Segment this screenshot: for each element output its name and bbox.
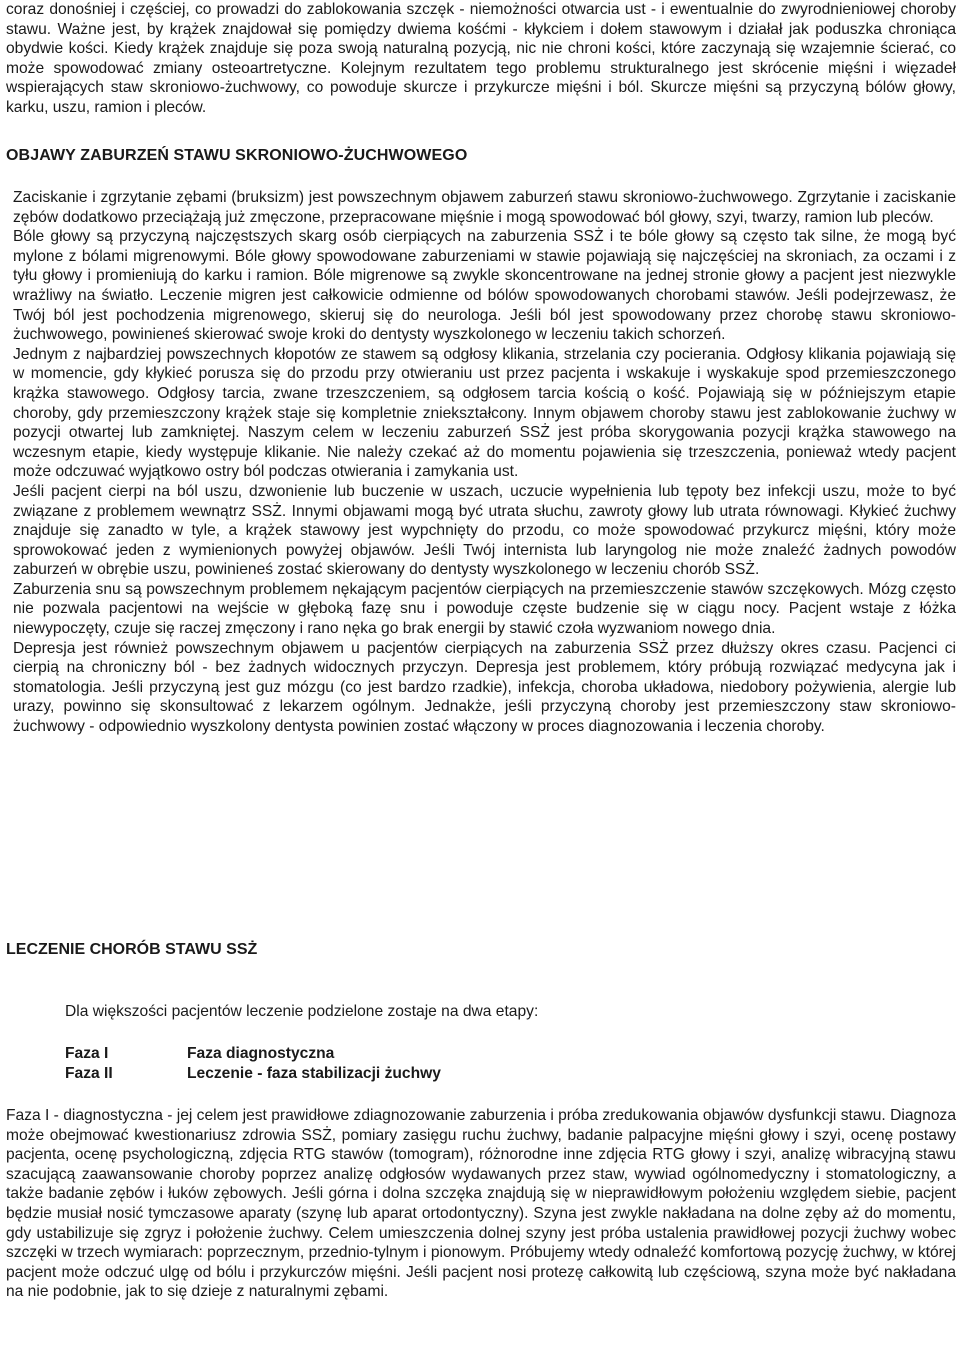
phase-list (65, 1044, 441, 1084)
paragraph: Bóle głowy są przyczyną najczęstszych skarg osób cierpiących na zaburzenia SSŻ i te bóle głowy są często tak silne, że mogą być mylone z bólami migrenowymi. Bóle głowy spowodowane zaburzeniami w stawie pojawiają się najczęściej na skroniach, za oczami i z tyłu głowy i promieniują do karku i ramion. Bóle migrenowe są zwykle skoncentrowane na jednej stronie głowy a pacjent jest niezwykle wrażliwy na światło. Leczenie migren jest całkowicie odmienne od bólów spowodowanych chorobami stawów. Jeśli podejrzewasz, że Twój ból jest pochodzenia migrenowego, skieruj się do neurologa. Jeśli ból jest spowodowany przez chorobę stawu skroniowo-żuchwowego, powinieneś skierować swoje kroki do dentysty wyszkolonego w leczeniu takich schorzeń. (13, 228, 956, 344)
paragraph: Depresja jest również powszechnym objawem u pacjentów cierpiących na zaburzenia SSŻ przez dłuższy okres czasu. Pacjenci ci cierpią na chroniczny ból - bez żadnych widocznych przyczyn. Depresja jest problemem, który próbują rozwiązać medycyna jak i stomatologia. Jeśli przyczyną jest guz mózgu (co jest bardzo rzadkie), infekcja, choroba układowa, niedobory pożywienia, alergie lub urazy, powinno się skonsultować z lekarzem ogólnym. Jednakże, jeśli przyczyną choroby jest przemieszczony staw skroniowo-żuchwowy - odpowiednio wyszkolony dentysta powinien zostać włączony w proces diagnozowania i leczenia choroby. (13, 639, 956, 736)
intro-paragraph: coraz donośniej i częściej, co prowadzi do zablokowania szczęk - niemożności otwarcia ust - i ewentualnie do zwyrodnieniowej choroby stawu. Ważne jest, by krążek znajdował się pomiędzy dwiema kośćmi - kłykciem i dołem stawowym i działał jak poduszka chroniąca obydwie kości. Kiedy krążek znajduje się poza swoją naturalną pozycją, nic nie chroni kości, które zaczynają się wzajemnie ścierać, co może spowodować zmiany osteoartretyczne. Kolejnym rezultatem tego problemu strukturalnego jest skrócenie mięśni i więzadeł wspierających staw skroniowo-żuchwowy, co powoduje skurcze i przykurcze mięśni i ból. Skurcze mięśni są przyczyną bólów głowy, karku, uszu, ramion i pleców. (6, 1, 956, 116)
treatment-lead-text: Dla większości pacjentów leczenie podzielone zostaje na dwa etapy: (65, 1003, 539, 1020)
phase-row (65, 1044, 441, 1064)
section-heading-symptoms: OBJAWY ZABURZEŃ STAWU SKRONIOWO-ŻUCHWOWEGO (6, 147, 468, 164)
phase-number: Faza II (65, 1065, 113, 1082)
phase-label: Leczenie - faza stabilizacji żuchwy (187, 1065, 441, 1082)
paragraph: Zaciskanie i zgrzytanie zębami (bruksizm) jest powszechnym objawem zaburzeń stawu skroniowo-żuchwowego. Zgrzytanie i zaciskanie zębów dodatkowo przeciążają już zmęczone, przepracowane mięśnie i mogą spowodować ból głowy, szyi, twarzy, ramion lub pleców. (13, 189, 956, 226)
phase-row (65, 1064, 441, 1084)
symptoms-section (13, 188, 956, 737)
paragraph: Jeśli pacjent cierpi na ból uszu, dzwonienie lub buczenie w uszach, uczucie wypełnienia lub tępoty bez infekcji uszu, może to być związane z problemem wewnątrz SSŻ. Innymi objawami mogą być utrata słuchu, zawroty głowy lub utrata równowagi. Kłykieć żuchwy znajduje się zanadto w tyle, a krążek stawowy jest wypchnięty do przodu, co może spowodować przykurcz mięśni, który może sprowokować jeden z wymienionych powyżej objawów. Jeśli Twój internista lub laryngolog nie może znaleźć żadnych powodów zaburzeń w obrębie uszu, powinieneś zostać skierowany do dentysty wyszkolonego w leczeniu chorób SSŻ. (13, 482, 956, 579)
section-heading-treatment: LECZENIE CHORÓB STAWU SSŻ (6, 941, 258, 958)
paragraph: Zaburzenia snu są powszechnym problemem nękającym pacjentów cierpiących na przemieszczenie stawów szczękowych. Mózg często nie pozwala pacjentowi na wejście w głęboką fazę snu i powoduje częste budzenie się w ciągu nocy. Pacjent wstaje z łóżka niewypoczęty, czuje się raczej zmęczony i rano nęka go brak energii by stawić czoła wyzwaniom nowego dnia. (13, 580, 956, 638)
phase-number: Faza I (65, 1045, 109, 1062)
paragraph: Jednym z najbardziej powszechnych kłopotów ze stawem są odgłosy klikania, strzelania czy pocierania. Odgłosy klikania pojawiają się w momencie, gdy kłykieć porusza się do przodu przy otwieraniu ust przez pacjenta i wskakuje i wyskakuje spod przemieszczonego krążka stawowego. Odgłosy tarcia, zwane trzeszczeniem, są odgłosem tarcia kością o kość. Pojawiają się w późniejszym etapie choroby, gdy przemieszczony krążek staje się kompletnie zniekształcony. Innym objawem choroby stawu jest zablokowanie żuchwy w pozycji otwartej lub zamkniętej. Naszym celem w leczeniu zaburzeń SSŻ jest próba skorygowania pozycji krążka stawowego na wczesnym etapie, kiedy występuje klikanie. Nie należy czekać aż do momentu pojawienia się trzeszczenia, ponieważ wtedy pacjent może odczuwać wyjątkowo ostry ból podczas otwierania i zamykania ust. (13, 345, 956, 481)
phase-label: Faza diagnostyczna (187, 1045, 335, 1062)
treatment-body-paragraph: Faza I - diagnostyczna - jej celem jest prawidłowe zdiagnozowanie zaburzenia i próba zredukowania objawów dysfunkcji stawu. Diagnoza może obejmować kwestionariusz zdrowia SSŻ, pomiary zasięgu ruchu żuchwy, badanie palpacyjne mięśni głowy i szyi, ocenę postawy pacjenta, ocenę psychologiczną, zdjęcia RTG stawów (tomogram), różnorodne inne zdjęcia RTG głowy i szyi, analizę wibracyjną stawu szacującą zaawansowanie choroby poprzez analizę odgłosów wydawanych przez staw, wywiad ogólnomedyczny i stomatologiczny, a także badanie zębów i łuków zębowych. Jeśli górna i dolna szczęka znajdują się w nieprawidłowym położeniu względem siebie, pacjent będzie musiał nosić tymczasowe aparaty (szynę lub aparat ortodontyczny). Szyna jest zwykle nakładana na dolne zęby aż do momentu, gdy ustabilizuje się zgryz i położenie żuchwy. Celem umieszczenia dolnej szyny jest próba ustalenia prawidłowej pozycji żuchwy wobec szczęki w trzech wymiarach: poprzecznym, przednio-tylnym i pionowym. Próbujemy wtedy odnaleźć komfortową pozycję żuchwy, w której pacjent może odczuć ulgę od bólu i przykurczów mięśni. Jeśli pacjent nosi protezę całkowitą lub częściową, szyna może być nakładana na nie podobnie, jak to się dzieje z naturalnymi zębami. (6, 1107, 956, 1301)
